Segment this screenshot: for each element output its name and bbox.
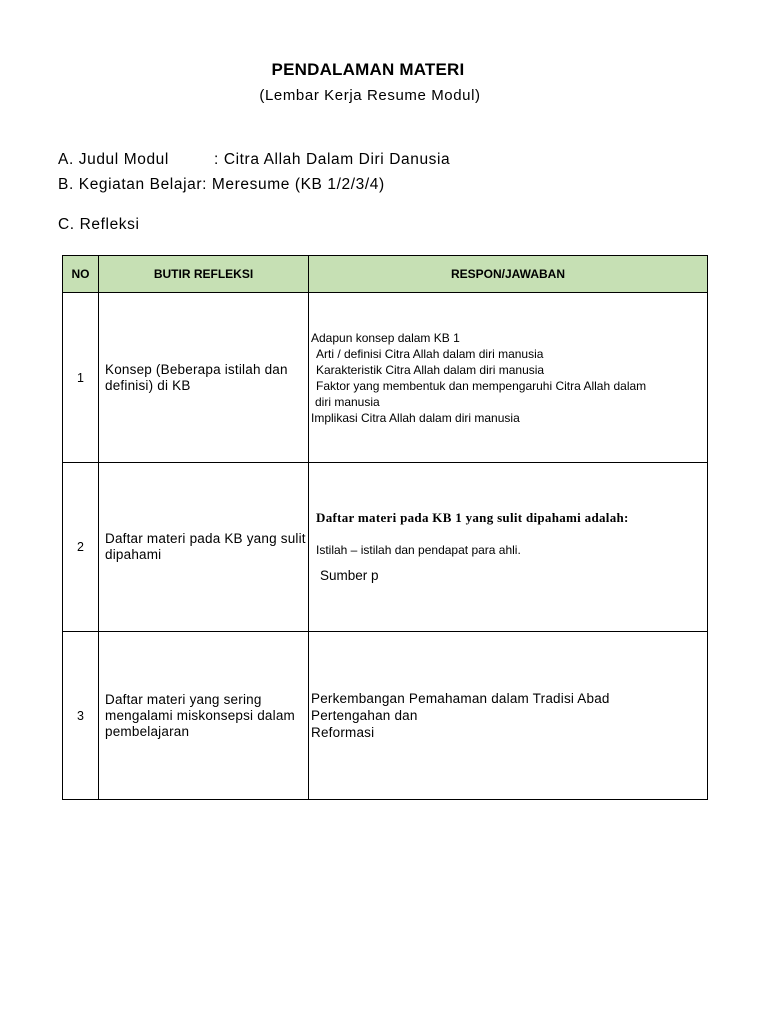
row-no: 3 [63, 632, 99, 800]
page-title: PENDALAMAN MATERI [271, 60, 465, 79]
respon-line: Reformasi [311, 725, 375, 740]
respon-line: Sumber p [320, 568, 379, 583]
info-judul-modul [58, 151, 450, 169]
page-subtitle: (Lembar Kerja Resume Modul) [259, 87, 481, 104]
respon-line: Arti / definisi Citra Allah dalam diri manusia [316, 346, 544, 361]
row-butir: Daftar materi yang sering mengalami miskonsepsi dalam pembelajaran [99, 632, 309, 800]
respon-line: Karakteristik Citra Allah dalam diri manusia [316, 362, 545, 377]
kegiatan-label: B. Kegiatan Belajar [58, 176, 203, 193]
row-butir: Daftar materi pada KB yang sulit dipahami [99, 463, 309, 632]
respon-line: Istilah – istilah dan pendapat para ahli. [316, 543, 521, 557]
kegiatan-value: : Meresume (KB 1/2/3/4) [202, 176, 385, 193]
respon-line: Adapun konsep dalam KB 1 [311, 330, 460, 345]
table-row [63, 463, 708, 632]
header-butir: BUTIR REFLEKSI [99, 256, 309, 293]
respon-heading: Daftar materi pada KB 1 yang sulit dipahami adalah: [316, 510, 629, 525]
respon-line: diri manusia [315, 394, 380, 409]
respon-line: Pertengahan dan [311, 708, 418, 723]
info-kegiatan-belajar [58, 176, 385, 194]
respon-line: Implikasi Citra Allah dalam diri manusia [311, 410, 520, 425]
judul-value: : Citra Allah Dalam Diri Danusia [214, 151, 451, 168]
row-respon [309, 293, 708, 463]
table-header-row [63, 256, 708, 293]
row-respon [309, 463, 708, 632]
row-no: 1 [63, 293, 99, 463]
row-no: 2 [63, 463, 99, 632]
respon-line: Perkembangan Pemahaman dalam Tradisi Abad [311, 691, 610, 706]
row-respon [309, 632, 708, 800]
refleksi-label: C. Refleksi [58, 216, 140, 233]
table-row [63, 632, 708, 800]
table-row [63, 293, 708, 463]
judul-label: A. Judul Modul [58, 151, 169, 168]
header-no: NO [63, 256, 99, 293]
header-respon: RESPON/JAWABAN [309, 256, 708, 293]
row-butir: Konsep (Beberapa istilah dan definisi) di KB [99, 293, 309, 463]
respon-line: Faktor yang membentuk dan mempengaruhi Citra Allah dalam [316, 378, 647, 393]
refleksi-table [62, 255, 708, 800]
